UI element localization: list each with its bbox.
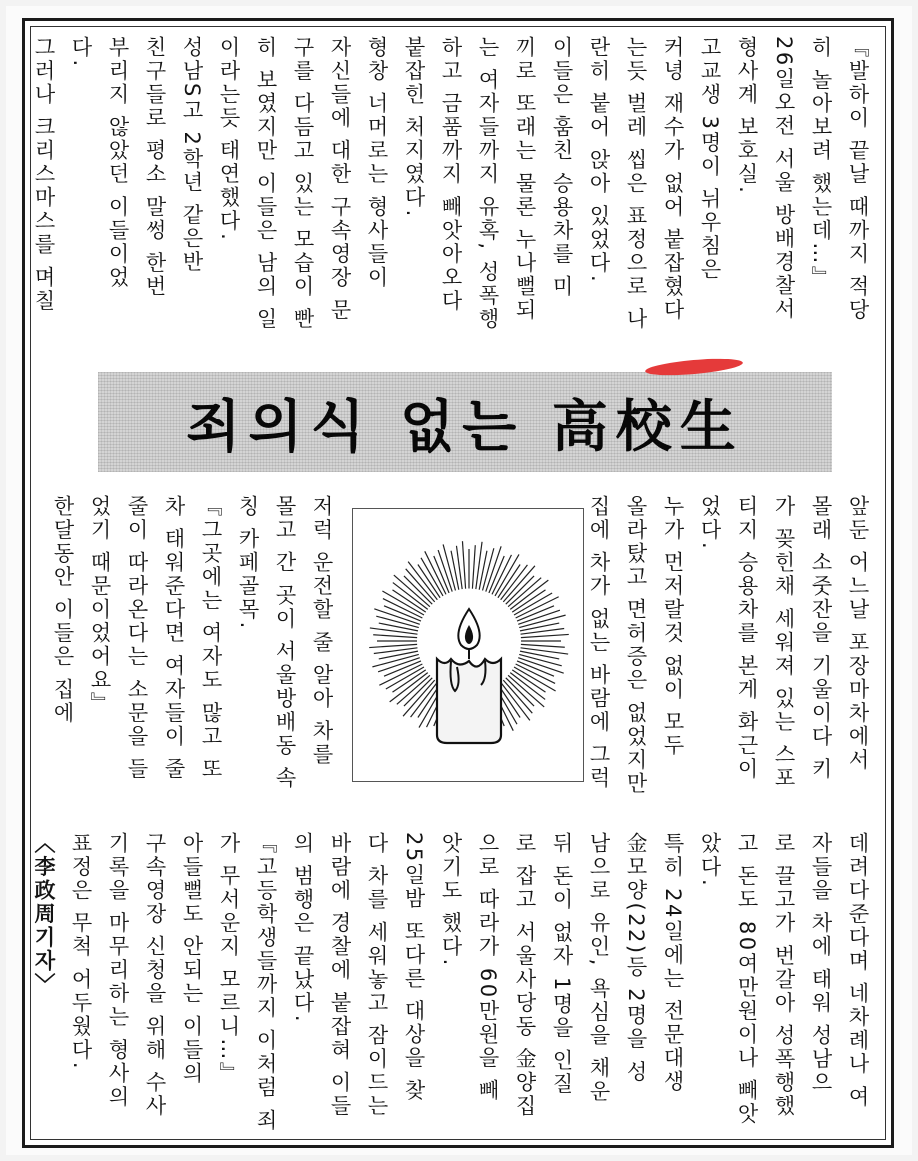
text-line: 바람에 경찰에 붙잡혀 이들 [328,832,352,1119]
glow-ray [393,583,428,610]
text-line: 로 잡고 서울사당동 金양집 [513,832,537,1119]
headline: 죄의식 없는 高校生 [186,395,744,460]
text-line: 누가 먼저랄것 없이 모두 [661,495,685,758]
text-line: 올라탔고 면허증은 없었지만 [624,495,648,796]
glow-ray [369,644,417,647]
glow-ray [521,644,565,647]
text-line: 히 보였지만 이들은 남의 일 [254,36,278,332]
text-line: 아들뻘도 안되는 이들의 [180,832,204,1086]
glow-ray [495,554,519,596]
text-line: 이들은 훔친 승용차를 미 [550,36,574,299]
text-line: 앞둔 어느날 포장마차에서 [846,495,870,772]
text-line: 집에 차가 없는 바람에 그럭 [587,495,611,791]
text-line: 란히 붙어 앉아 있었다. [587,36,611,285]
text-line: 의 범행은 끝났다. [291,832,315,1025]
glow-ray [462,541,465,589]
text-line: 『발하이 끝날 때까지 적당 [846,36,870,323]
article-body-top [32,36,876,352]
text-line: 었다. [698,495,722,552]
text-line: 성남S고 2학년 같은반 [180,36,204,275]
text-line: 데려다준다며 네차례나 여 [846,832,870,1109]
glow-ray [373,635,417,638]
text-line: 줄이 따라온다는 소문을 들 [125,495,149,782]
glow-ray [514,667,556,691]
text-line: 앗기도 했다. [439,832,463,968]
candle-body [437,659,501,743]
text-line: 자신들에 대한 구속영장 문 [328,36,352,323]
text-line: 부리지 않았던 이들이었 [106,36,130,290]
glow-ray [510,673,545,700]
text-line: 았다. [698,832,722,889]
article-body-bottom [32,832,876,1133]
candle-icon [353,509,585,783]
article-body-middle-right [546,495,876,811]
text-line: 『그곳에는 여자도 많고 또 [199,495,223,782]
text-line: 한달동안 이들은 집에 [51,495,75,725]
text-line: 『고등학생들까지 이처럼 죄 [254,832,278,1133]
text-line: 그러나 크리스마스를 며칠 [32,36,56,313]
text-line: 티지 승용차를 본게 화근이 [735,495,759,782]
text-line: 끼로 또래는 물론 누나뻘되 [513,36,537,323]
text-line: 남으로 유인, 욕심을 채운 [587,832,611,1104]
text-line: 구속영장 신청을 위해 수사 [143,832,167,1119]
glow-ray [501,565,528,600]
text-line: 가 꽂힌채 세워져 있는 스포 [772,495,796,791]
text-line: 커녕 재수가 없어 붙잡혔다 [661,36,685,323]
text-line: 金모양(22)등 2명을 성 [624,832,648,1084]
text-line: 26일오전 서울 방배경찰서 [772,36,796,322]
glow-ray [382,591,424,615]
article-body-middle-left [51,495,340,811]
glow-ray [472,545,475,589]
text-line: 는 여자들까지 유혹, 성폭행 [476,36,500,332]
text-line: 뒤 돈이 없자 1명을 인질 [550,832,574,1097]
headline-band [98,372,832,472]
text-line: 25일밤 또다른 대상을 찾 [402,832,426,1103]
text-line: 기록을 마무리하는 형사의 [106,832,130,1109]
text-line: 특히 24일에는 전문대생 [661,832,685,1094]
text-line: 로 끌고가 번갈아 성폭행했 [772,832,796,1119]
text-line: 저럭 운전할 줄 알아 차를 [310,495,334,767]
text-line: 히 놀아보려 했는데…』 [809,36,833,290]
text-line: 고 돈도 80여만원이나 빼앗 [735,832,759,1127]
text-line: 차 태워준다면 여자들이 줄 [162,495,186,782]
text-line: 이라는듯 태연했다. [217,36,241,243]
text-line: 붙잡힌 처지였다. [402,36,426,219]
text-line: 구를 다듬고 있는 모습이 빤 [291,36,315,332]
text-line: 다. [69,36,93,69]
text-line: 자들을 차에 태워 성남으 [809,832,833,1095]
text-line: 몰고 간 곳이 서울방배동 속 [273,495,297,791]
text-line: 몰래 소줏잔을 기울이다 키 [809,495,833,782]
text-line: 다 차를 세워놓고 잠이드는 [365,832,389,1119]
byline: 〈李政周기자〉 [32,832,56,997]
text-line: 고교생 3명이 뉘우침은 [698,36,722,282]
text-line: 표정은 무척 어두웠다. [69,832,93,1072]
text-line: 는듯 벌레 씹은 표정으로 나 [624,36,648,332]
text-line: 가 무서운지 모르니…』 [217,832,241,1086]
text-line: 칭 카페골목. [236,495,260,631]
glow-ray [521,634,569,637]
text-line: 형창 너머로는 형사들이 [365,36,389,290]
candle-illustration [352,508,584,782]
text-line: 하고 금품까지 빼앗아오다 [439,36,463,313]
text-line: 으로 따라가 60만원을 빼 [476,832,500,1103]
glow-ray [411,682,438,717]
text-line: 었기 때문이었어요』 [88,495,112,716]
text-line: 형사계 보호실. [735,36,759,196]
text-line: 친구들로 평소 말썽 한번 [143,36,167,299]
